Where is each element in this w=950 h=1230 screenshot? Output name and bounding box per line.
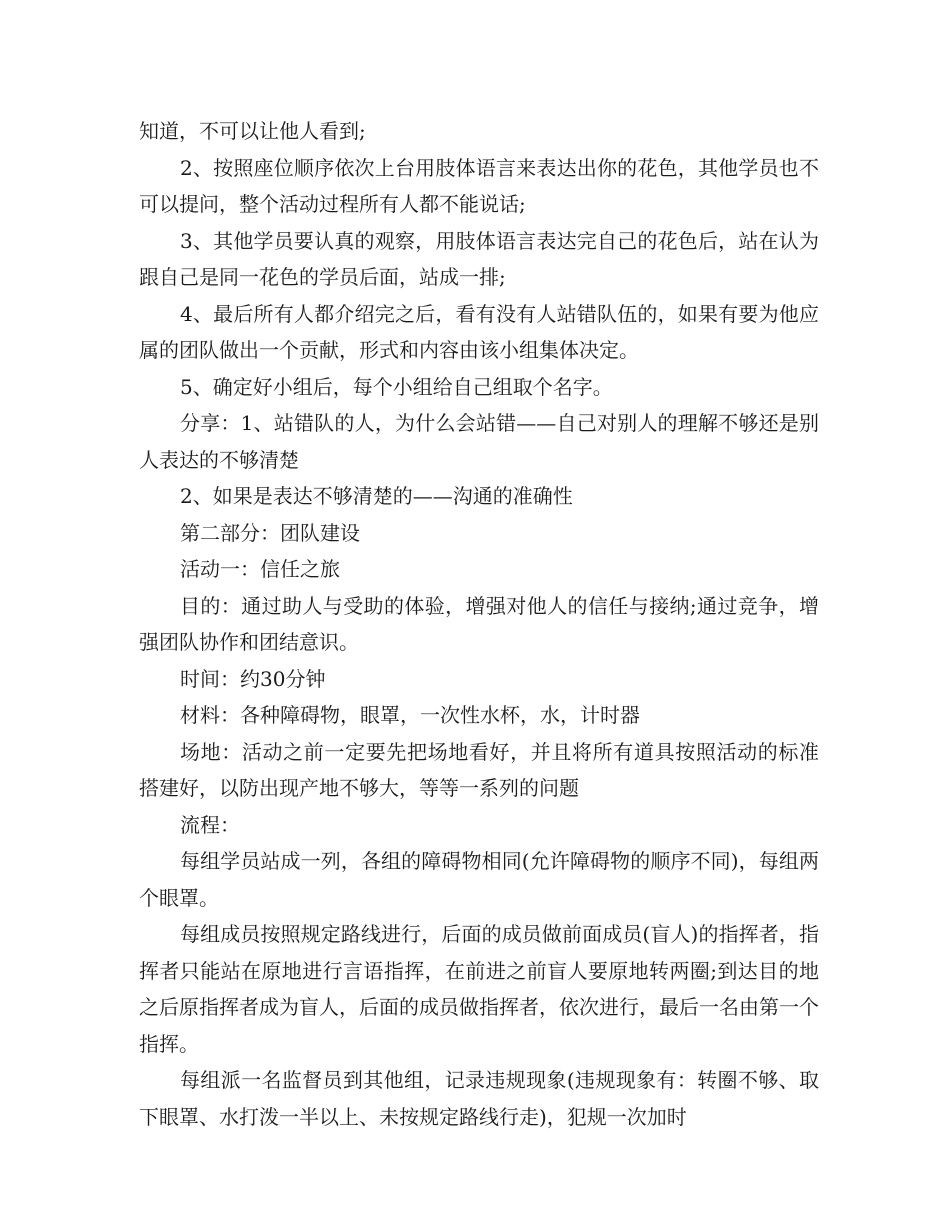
paragraph-7: 2、如果是表达不够清楚的——沟通的准确性 [180,484,573,508]
activity-heading: 活动一：信任之旅 [180,557,340,581]
paragraph-5: 5、确定好小组后，每个小组给自己组取个名字。 [180,374,613,399]
paragraph-materials: 材料：各种障碍物，眼罩，一次性水杯，水，计时器 [180,703,640,727]
paragraph-3: 3、其他学员要认真的观察，用肢体语言表达完自己的花色后，站在认为跟自己是同一花色的学员后面，站成一排; [139,228,819,289]
paragraph-purpose: 目的：通过助人与受助的体验，增强对他人的信任与接纳;通过竞争，增强团队协作和团结意识。 [139,593,819,654]
paragraph-process-2: 每组成员按照规定路线进行，后面的成员做前面成员(盲人)的指挥者，指挥者只能站在原地进行言语指挥，在前进之前盲人要原地转两圈;到达目的地之后原指挥者成为盲人，后面的成员做指挥者，依次进行，最后一名由第一个指挥。 [139,922,819,1056]
paragraph-process-3: 每组派一名监督员到其他组，记录违规现象(违规现象有：转圈不够、取下眼罩、水打泼一半以上、未按规定路线行走)，犯规一次加时 [139,1068,819,1129]
section-heading-part-two: 第二部分：团队建设 [180,520,360,545]
paragraph-2: 2、按照座位顺序依次上台用肢体语言来表达出你的花色，其他学员也不可以提问，整个活动过程所有人都不能说话; [139,155,819,216]
paragraph-1: 知道，不可以让他人看到; [139,119,366,143]
paragraph-process-1: 每组学员站成一列，各组的障碍物相同(允许障碍物的顺序不同)，每组两个眼罩。 [139,849,819,910]
paragraph-time: 时间：约30分钟 [180,666,326,691]
paragraph-4: 4、最后所有人都介绍完之后，看有没有人站错队伍的，如果有要为他应属的团队做出一个贡献，形式和内容由该小组集体决定。 [139,301,819,362]
paragraph-process-label: 流程： [180,812,240,837]
document-body [139,113,819,1135]
paragraph-venue: 场地：活动之前一定要先把场地看好，并且将所有道具按照活动的标准搭建好，以防出现产地不够大，等等一系列的问题 [139,739,819,800]
paragraph-6: 分享：1、站错队的人，为什么会站错——自己对别人的理解不够还是别人表达的不够清楚 [139,411,819,472]
